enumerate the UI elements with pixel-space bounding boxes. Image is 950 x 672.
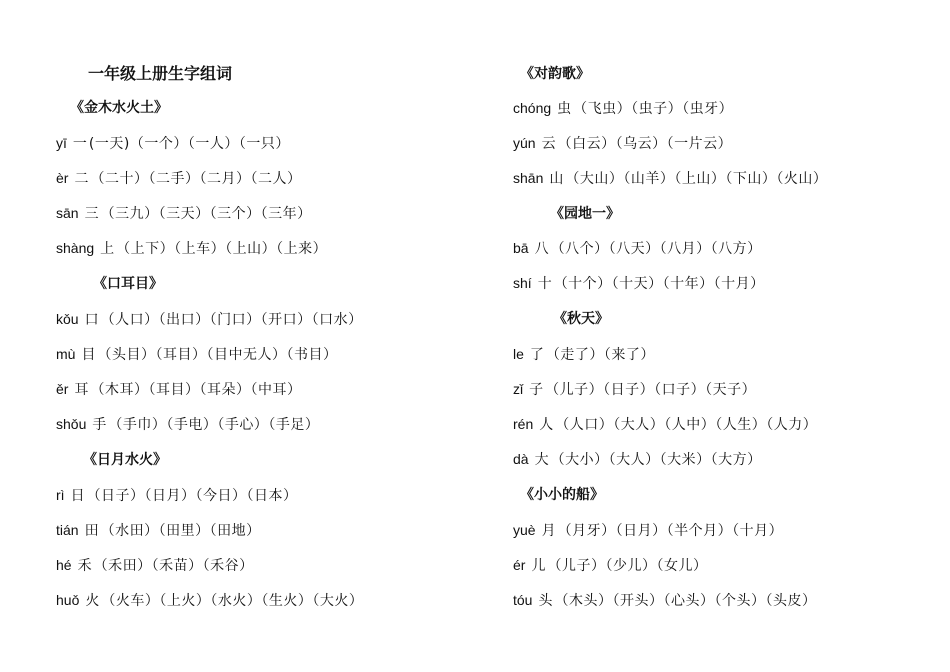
document-title: 一年级上册生字组词 [88,64,233,83]
hanzi-character: 头 [538,593,553,609]
pinyin-label: tóu [513,592,533,608]
pinyin-label: bā [513,240,529,256]
hanzi-character: 二 [74,171,89,187]
hanzi-character: 耳 [74,382,89,398]
pinyin-label: yún [513,135,536,151]
pinyin-label: huǒ [56,592,80,608]
lesson-heading: 《口耳目》 [93,276,163,292]
lesson-heading: 《日月水火》 [83,452,167,468]
hanzi-character: 目 [81,347,96,363]
word-list: （手巾）（手电）（手心）（手足） [108,417,320,433]
character-entry [513,236,762,260]
hanzi-character: 云 [541,136,556,152]
pinyin-label: shǒu [56,416,87,432]
lesson-heading: 《园地一》 [550,206,620,222]
character-entry [513,96,733,120]
character-entry [513,518,783,542]
pinyin-label: shān [513,170,544,186]
hanzi-character: 上 [100,241,115,257]
word-list: （儿子）（日子）（口子）（天子） [545,382,757,398]
word-list: （十个）（十天）（十年）（十月） [553,276,765,292]
pinyin-label: mù [56,346,76,362]
word-list: （木头）（开头）（心头）（个头）（头皮） [554,593,817,609]
pinyin-label: yī [56,135,67,151]
character-entry [56,588,363,612]
word-list: （头目）（耳目）（目中无人）（书目） [97,347,338,363]
word-list: （八个）（八天）（八月）（八方） [550,241,762,257]
hanzi-character: 三 [84,206,99,222]
hanzi-character: 八 [534,241,549,257]
word-list: （儿子）（少儿）（女儿） [547,558,708,574]
character-entry [56,131,290,155]
hanzi-character: 了 [529,347,544,363]
pinyin-label: ér [513,557,526,573]
hanzi-character: 火 [85,593,100,609]
word-list: （三九）（三天）（三个）（三年） [100,206,312,222]
pinyin-label: ěr [56,381,69,397]
character-entry [56,518,261,542]
word-list: （大山）（山羊）（上山）（下山）（火山） [565,171,828,187]
pinyin-label: chóng [513,100,552,116]
hanzi-character: 手 [92,417,107,433]
character-entry [56,377,301,401]
pinyin-label: kǒu [56,311,79,327]
hanzi-character: 子 [529,382,544,398]
pinyin-label: èr [56,170,69,186]
word-list: （人口）（出口）（门口）（开口）（口水） [100,312,363,328]
hanzi-character: 十 [537,276,552,292]
character-entry [513,166,827,190]
pinyin-label: tián [56,522,79,538]
hanzi-character: 山 [549,171,564,187]
pinyin-label: dà [513,451,529,467]
hanzi-character: 日 [70,488,85,504]
word-list: （人口）（大人）（人中）（人生）（人力） [555,417,818,433]
word-list: （禾田）（禾苗）（禾谷） [93,558,254,574]
pinyin-label: shí [513,275,532,291]
pinyin-label: rén [513,416,534,432]
hanzi-character: 一 [72,136,87,152]
hanzi-character: 禾 [77,558,92,574]
hanzi-character: 大 [534,452,549,468]
pinyin-label: yuè [513,522,536,538]
character-entry [56,553,254,577]
character-entry [513,412,817,436]
character-entry [56,342,337,366]
character-entry [56,483,298,507]
word-list: （二十）（二手）（二月）（二人） [90,171,302,187]
pinyin-label: hé [56,557,72,573]
hanzi-character: 月 [541,523,556,539]
character-entry [513,447,762,471]
character-entry [56,201,312,225]
word-list: （白云）（乌云）（一片云） [557,136,733,152]
character-entry [56,412,319,436]
word-list: （大小）（大人）（大米）（大方） [550,452,762,468]
word-list: （火车）（上火）（水火）（生火）（大火） [101,593,364,609]
lesson-heading: 《对韵歌》 [520,66,590,82]
pinyin-label: le [513,346,524,362]
word-list: （月牙）（日月）（半个月）（十月） [557,523,784,539]
word-list: (一天)（一个）（一人）（一只） [88,136,290,152]
hanzi-character: 田 [84,523,99,539]
character-entry [513,553,707,577]
word-list: （日子）（日月）（今日）（日本） [86,488,298,504]
lesson-heading: 《小小的船》 [520,487,604,503]
character-entry [513,342,655,366]
word-list: （走了）（来了） [545,347,655,363]
word-list: （水田）（田里）（田地） [100,523,261,539]
pinyin-label: rì [56,487,65,503]
hanzi-character: 人 [539,417,554,433]
character-entry [56,307,363,331]
hanzi-character: 口 [84,312,99,328]
pinyin-label: sān [56,205,79,221]
character-entry [513,131,732,155]
word-list: （木耳）（耳目）（耳朵）（中耳） [90,382,302,398]
lesson-heading: 《秋天》 [553,311,609,327]
character-entry [513,377,756,401]
pinyin-label: zǐ [513,381,524,397]
hanzi-character: 儿 [531,558,546,574]
word-list: （飞虫）（虫子）（虫牙） [573,101,734,117]
character-entry [513,588,816,612]
character-entry [513,271,765,295]
hanzi-character: 虫 [557,101,572,117]
character-entry [56,166,301,190]
word-list: （上下）（上车）（上山）（上来） [116,241,328,257]
character-entry [56,236,327,260]
lesson-heading: 《金木水火土》 [70,100,168,116]
pinyin-label: shàng [56,240,95,256]
